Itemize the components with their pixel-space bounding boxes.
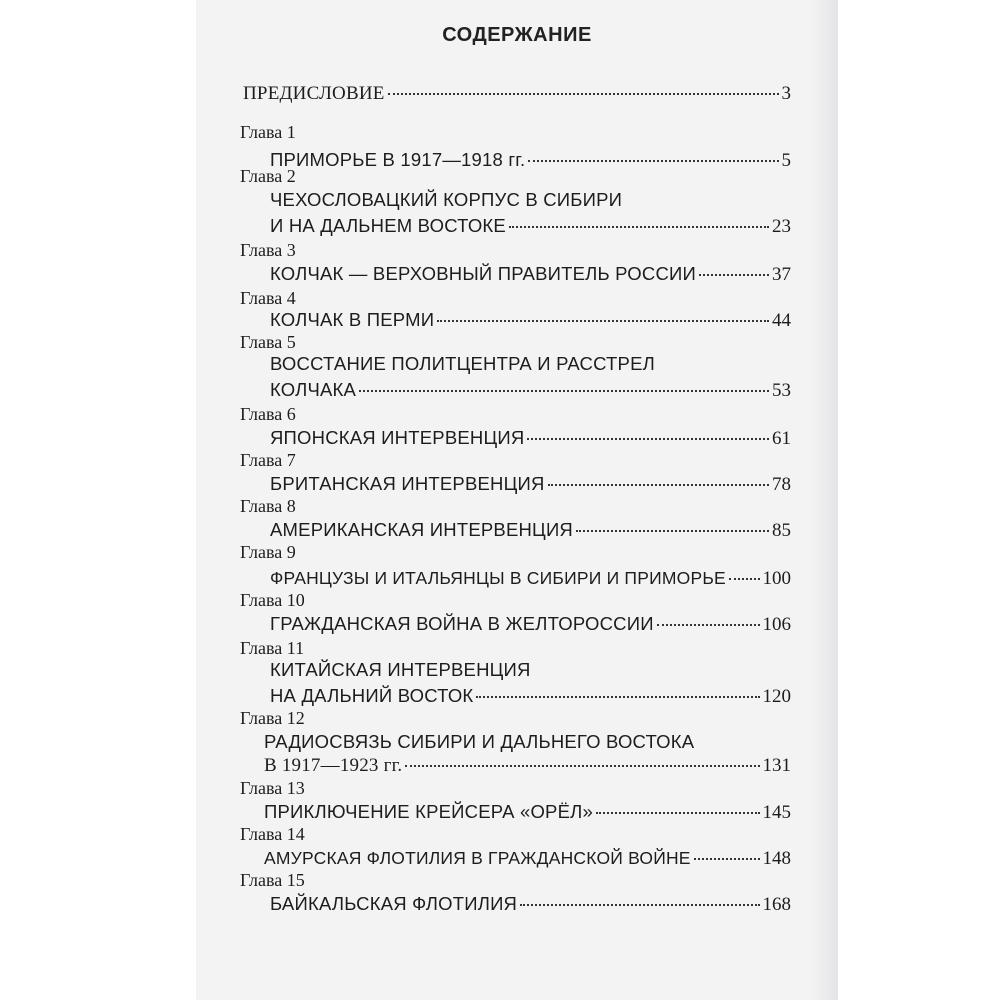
toc-leader-dots xyxy=(576,530,769,532)
toc-leader-dots xyxy=(520,904,759,906)
toc-leader-dots xyxy=(596,812,760,814)
toc-leader-dots xyxy=(476,696,759,698)
toc-entry xyxy=(270,214,791,239)
toc-entry-title: АМУРСКАЯ ФЛОТИЛИЯ В ГРАЖДАНСКОЙ ВОЙНЕ xyxy=(264,848,691,868)
toc-leader-dots xyxy=(548,484,769,486)
toc-page-number: 106 xyxy=(762,614,791,635)
toc-page-number: 131 xyxy=(762,755,791,776)
toc-leader-dots xyxy=(388,93,779,95)
toc-entry xyxy=(270,892,791,917)
toc-entry-title: ГРАЖДАНСКАЯ ВОЙНА В ЖЕЛТОРОССИИ xyxy=(270,613,654,634)
toc-entry-title: И НА ДАЛЬНЕМ ВОСТОКЕ xyxy=(270,215,506,236)
toc-page-number: 78 xyxy=(772,474,791,495)
toc-chapter-label: Глава 3 xyxy=(240,240,296,260)
toc-entry-title: ПРИКЛЮЧЕНИЕ КРЕЙСЕРА «ОРЁЛ» xyxy=(264,801,593,822)
toc-entry-title: ФРАНЦУЗЫ И ИТАЛЬЯНЦЫ В СИБИРИ И ПРИМОРЬЕ xyxy=(270,568,726,588)
toc-chapter-label: Глава 2 xyxy=(240,166,296,186)
toc-entry-title: ЯПОНСКАЯ ИНТЕРВЕНЦИЯ xyxy=(270,427,525,448)
toc-entry xyxy=(270,684,791,709)
toc-chapter-label: Глава 10 xyxy=(240,590,305,610)
toc-entry-title: КОЛЧАКА xyxy=(270,379,357,400)
toc-entry xyxy=(270,262,791,287)
toc-leader-dots xyxy=(657,624,760,626)
toc-chapter-label: Глава 11 xyxy=(240,638,305,658)
toc-entry-preface xyxy=(243,82,791,106)
toc-page-number: 53 xyxy=(772,380,791,401)
toc-entry-title-line: ЧЕХОСЛОВАЦКИЙ КОРПУС В СИБИРИ xyxy=(270,189,623,210)
page-spine-shadow xyxy=(812,0,838,1000)
toc-entry xyxy=(270,308,791,333)
toc-entry-title: В 1917—1923 гг. xyxy=(264,755,403,776)
toc-page-number: 120 xyxy=(762,686,791,707)
toc-chapter-label: Глава 14 xyxy=(240,824,305,844)
toc-chapter-label: Глава 15 xyxy=(240,870,305,890)
toc-chapter-label: Глава 6 xyxy=(240,404,296,424)
toc-leader-dots xyxy=(509,226,769,228)
toc-entry-title: БРИТАНСКАЯ ИНТЕРВЕНЦИЯ xyxy=(270,473,545,494)
toc-page-number: 37 xyxy=(772,264,791,285)
toc-page-number: 61 xyxy=(772,428,791,449)
toc-entry xyxy=(264,800,791,825)
toc-entry xyxy=(264,846,791,871)
toc-title: СОДЕРЖАНИЕ xyxy=(442,24,592,46)
toc-entry-title-line: КИТАЙСКАЯ ИНТЕРВЕНЦИЯ xyxy=(270,659,531,680)
toc-entry-title-line: ВОССТАНИЕ ПОЛИТЦЕНТРА И РАССТРЕЛ xyxy=(270,353,655,374)
toc-leader-dots xyxy=(699,274,769,276)
toc-page-number: 85 xyxy=(772,520,791,541)
toc-chapter-label: Глава 1 xyxy=(240,122,296,142)
toc-entry xyxy=(270,566,791,591)
toc-entry xyxy=(264,754,791,778)
toc-entry-label: ПРЕДИСЛОВИЕ xyxy=(243,83,385,104)
toc-chapter-label: Глава 8 xyxy=(240,496,296,516)
toc-page-number: 168 xyxy=(762,894,791,915)
toc-page-number: 148 xyxy=(762,848,791,869)
toc-chapter-label: Глава 12 xyxy=(240,708,305,728)
toc-page-number: 100 xyxy=(762,568,791,589)
toc-leader-dots xyxy=(694,858,760,860)
toc-entry-title: КОЛЧАК — ВЕРХОВНЫЙ ПРАВИТЕЛЬ РОССИИ xyxy=(270,263,697,284)
toc-leader-dots xyxy=(437,320,769,322)
toc-chapter-label: Глава 9 xyxy=(240,542,296,562)
toc-page-number: 23 xyxy=(772,216,791,237)
toc-leader-dots xyxy=(729,578,760,580)
toc-chapter-label: Глава 5 xyxy=(240,332,296,352)
toc-entry-title: КОЛЧАК В ПЕРМИ xyxy=(270,309,435,330)
toc-page-number: 5 xyxy=(781,150,791,171)
toc-leader-dots xyxy=(359,390,769,392)
toc-page-number: 3 xyxy=(781,83,791,104)
toc-entry xyxy=(270,378,791,403)
toc-entry xyxy=(270,472,791,497)
toc-entry xyxy=(270,148,791,173)
toc-entry-title: ПРИМОРЬЕ В 1917—1918 гг. xyxy=(270,149,526,170)
toc-chapter-label: Глава 4 xyxy=(240,288,296,308)
toc-entry-title: АМЕРИКАНСКАЯ ИНТЕРВЕНЦИЯ xyxy=(270,519,573,540)
toc-entry xyxy=(270,518,791,543)
toc-entry-title-line: РАДИОСВЯЗЬ СИБИРИ И ДАЛЬНЕГО ВОСТОКА xyxy=(264,731,695,752)
toc-entry-title: НА ДАЛЬНИЙ ВОСТОК xyxy=(270,685,474,706)
toc-chapter-label: Глава 7 xyxy=(240,450,296,470)
toc-page-number: 145 xyxy=(762,802,791,823)
toc-entry-title: БАЙКАЛЬСКАЯ ФЛОТИЛИЯ xyxy=(270,893,518,914)
toc-entry xyxy=(270,426,791,451)
toc-entry xyxy=(270,612,791,637)
toc-leader-dots xyxy=(528,160,778,162)
toc-page-number: 44 xyxy=(772,310,791,331)
toc-leader-dots xyxy=(405,765,759,767)
toc-chapter-label: Глава 13 xyxy=(240,778,305,798)
toc-leader-dots xyxy=(527,438,769,440)
